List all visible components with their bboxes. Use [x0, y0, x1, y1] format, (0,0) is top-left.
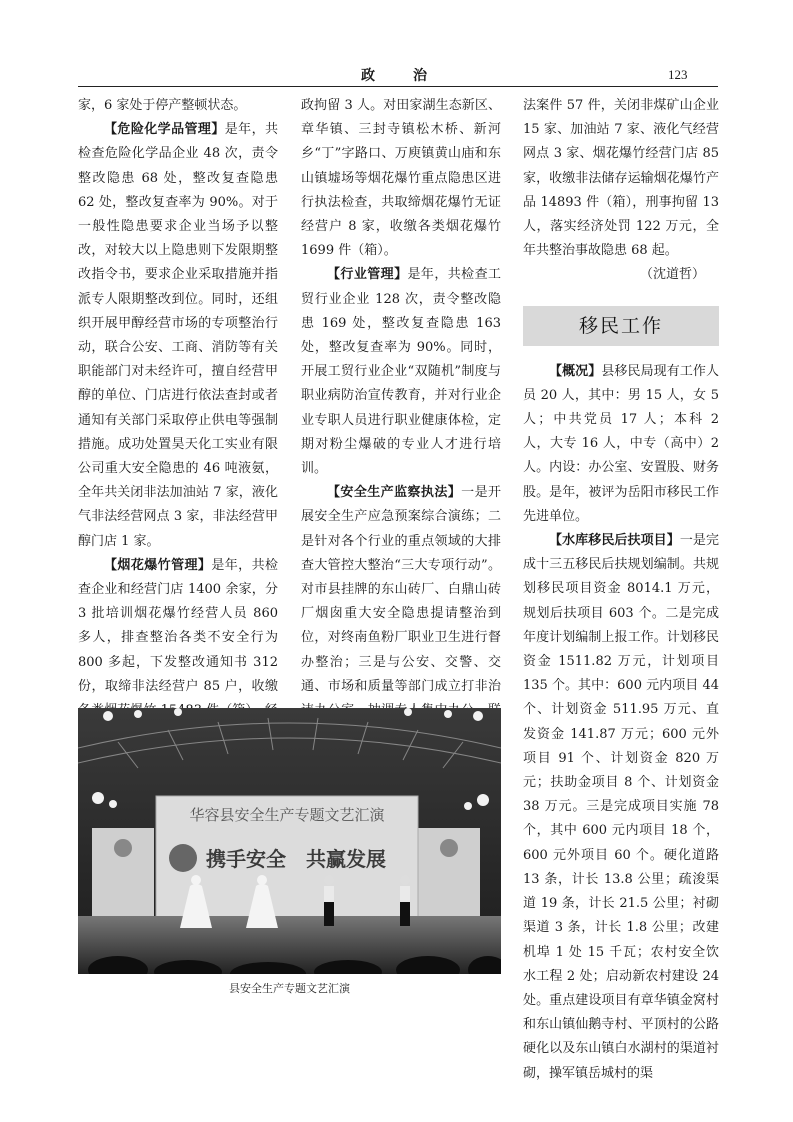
paragraph — [78, 94, 278, 118]
paragraph-text: 一是开展安全生产应急预案综合演练；二是针对各个行业的重点领域的大排查大管控大整治“三大专项行动”。对市县挂牌的东山砖厂、白鼎山砖厂烟囱重大安全隐患提请整治到位，对终南鱼粉厂职业卫生进行督办整治；三是与公安、交警、交通、市场和质量等部门成立打非治 — [301, 485, 501, 694]
paragraph-text: 县移民局现有工作人员 20 人，其中：男 15 人，女 5 人；中共党员 17 人；本科 2 人，大专 16 人，中专（高中）2 人。内设：办公室、安置股、财务股。是年，被评为岳阳市移民工作先进单位。 — [523, 363, 719, 524]
author-credit: （沈道哲） — [639, 267, 705, 283]
paragraph-text: 一是完成十三五移民后扶规划编制。共规划移民项目资金 8014.1 万元，规划后扶项目 603 个。二是完成年度计划编制上报工作。计划移民资金 1511.82 万元，计划项目 135 个。其中：600 元内项目 44 个、计划资金 511.95 万元、直发资金 141.87 万元；600 元外项目 91 个、计划资金 820 万元；扶助金项目 8 个、计划资金 38 万元。三是完成项目实施 78 个，其中 600 元内项目 18 个，600 元外项目 60 个。硬化道路 13 条，计长 13.8 公里；疏浚渠道 19 条，计长 21.5 公里；衬砌渠道 3 条，计长 1.8 公里；改建机埠 1 处 15 千瓦；农村安全饮水工程 2 处；启动新农村建设 24 处。重点建设项目有章华镇金窝村和东山镇仙鹅寺村、平顶村的公路硬化以及东山镇白水湖村的渠道衬砌，操军镇岳城村的渠 — [523, 533, 719, 1081]
slogan-text: 携手安全 共赢发展 — [206, 847, 386, 871]
subsection-term: 【水库移民后扶项目】 — [549, 533, 680, 549]
subsection-term: 【概况】 — [549, 363, 602, 379]
subsection-term: 【烟花爆竹管理】 — [104, 557, 212, 573]
text-column-3 — [523, 94, 719, 1086]
text-column-1 — [78, 94, 278, 709]
paragraph-text: 法案件 57 件，关闭非煤矿山企业 15 家、加油站 7 家、液化气经营网点 3 家、烟花爆竹经营门店 85 家，收缴非法储存运输烟花爆竹产品 14893 件（箱），刑事拘留 13 人，落实经济处罚 122 万元，全年共整治事故隐患 68 起。 — [523, 98, 719, 259]
paragraph-text: 是年，共检查危险化学品企业 48 次，责令整改隐患 68 处，整改复查隐患 62 处，整改复查率为 90%。对于一般性隐患要求企业当场予以整改，对较大以上隐患则下发限期整改指令书，要求企业采取措施并指派专人限期整改到位。同时，还组织开展甲醇经营市场的专项整治行动，联合公安、工商、消防等有关职能部门对未经许可，擅自经营甲醇的单位、门店进行依法查封或者通知有关部门采取停止供电等强制措施。成功处置昊天化工实业有限公司重大安全隐患的 46 吨液氨，全年共关闭非法加油站 7 家，液化气非法经营网点 3 家，非法经营甲醇门店 1 家。 — [78, 122, 278, 549]
subsection-term: 【危险化学品管理】 — [104, 122, 225, 138]
banner-text: 华容县安全生产专题文艺汇演 — [189, 806, 385, 824]
paragraph-text: 家，6 家处于停产整顿状态。 — [78, 98, 247, 113]
section-heading: 移民工作 — [578, 314, 663, 337]
paragraph — [523, 94, 719, 263]
section-heading-box — [523, 306, 719, 346]
paragraph — [301, 94, 501, 263]
page-number: 123 — [668, 67, 688, 82]
paragraph-text: 政拘留 3 人。对田家湖生态新区、章华镇、三封寺镇松木桥、新河乡“丁”字路口、万庾镇黄山庙和东山镇墟场等烟花爆竹重点隐患区进行执法检查，共取缔烟花爆竹无证经营户 8 家，收缴各类烟花爆竹 1699 件（箱）。 — [301, 98, 501, 259]
paragraph — [301, 263, 501, 481]
text-column-2 — [301, 94, 501, 709]
paragraph — [523, 360, 719, 529]
photo-caption: 县安全生产专题文艺汇演 — [229, 982, 350, 995]
paragraph-text: 是年，共检查企业和经营门店 1400 余家，分 3 批培训烟花爆竹经营人员 860 多人，排查整治各类不安全行为 800 多起，下发整改通知书 312 份，取缔非法经营户 85 户，收缴 — [78, 557, 278, 694]
column-3-top-text — [523, 94, 719, 263]
paragraph — [78, 118, 278, 554]
paragraph — [523, 529, 719, 1086]
header-rule — [78, 86, 718, 87]
performance-photo — [78, 708, 501, 974]
subsection-term: 【行业管理】 — [327, 267, 408, 283]
column-3-bottom-text — [523, 360, 719, 1086]
page-section-title: 政 治 — [361, 68, 439, 84]
subsection-term: 【安全生产监察执法】 — [327, 485, 462, 501]
paragraph-text: 是年，共检查工贸行业企业 128 次，责令整改隐患 169 处，整改复查隐患 163 处，整改复查率为 90%。同时，开展工贸行业企业“双随机”制度与职业病防治宣传教育，并对行业企业专职人员进行职业健康体检，定期对粉尘爆破的专业人才进行培训。 — [301, 267, 501, 477]
